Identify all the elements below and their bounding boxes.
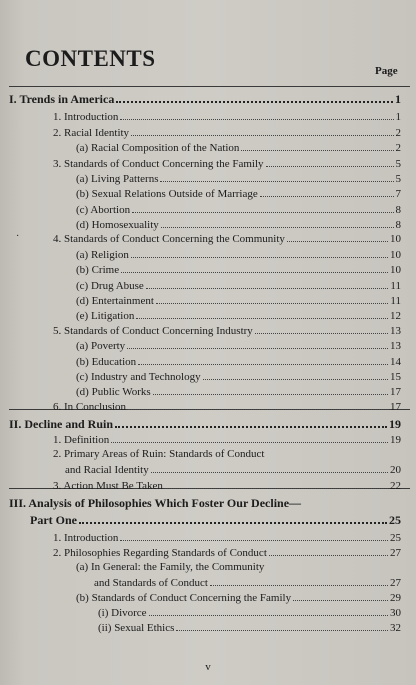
toc-entry[interactable] [98, 621, 401, 635]
toc-entry[interactable] [9, 92, 401, 106]
toc-entry-label: 2. Racial Identity [53, 127, 130, 139]
toc-entry-page: 27 [390, 547, 401, 559]
toc-entry-page: 25 [389, 513, 401, 527]
toc-entry[interactable] [53, 433, 401, 447]
toc-entry[interactable] [76, 385, 401, 399]
toc-entry-page: 19 [390, 434, 401, 446]
leader-dots [136, 309, 388, 319]
toc-entry[interactable] [53, 324, 401, 338]
toc-entry[interactable] [76, 203, 401, 217]
toc-entry-page: 5 [395, 173, 401, 185]
toc-entry[interactable] [76, 141, 401, 155]
leader-dots [120, 110, 393, 120]
toc-entry[interactable] [76, 248, 401, 262]
toc-entry-label: (a) In General: the Family, the Community [76, 561, 265, 573]
toc-entry[interactable] [76, 339, 401, 353]
toc-entry-page: 10 [390, 264, 401, 276]
toc-entry-page: 8 [395, 219, 401, 231]
leader-dots [153, 385, 388, 395]
toc-entry-page: 8 [395, 204, 401, 216]
toc-entry-label: (i) Divorce [98, 607, 147, 619]
leader-dots [120, 531, 388, 541]
toc-entry[interactable] [94, 576, 401, 590]
toc-entry[interactable] [76, 370, 401, 384]
leader-dots [151, 463, 388, 473]
leader-dots [269, 546, 388, 556]
leader-dots [266, 157, 394, 167]
toc-entry-page: 20 [390, 464, 401, 476]
toc-entry[interactable] [65, 463, 401, 477]
toc-entry[interactable] [9, 497, 301, 510]
page-number: v [205, 661, 211, 673]
leader-dots [293, 591, 388, 601]
leader-dots [149, 606, 388, 616]
toc-entry-page: 27 [390, 577, 401, 589]
toc-entry-label: (e) Litigation [76, 310, 135, 322]
toc-entry[interactable] [76, 279, 401, 293]
leader-dots [131, 126, 393, 136]
toc-entry-page: 30 [390, 607, 401, 619]
leader-dots [128, 400, 388, 410]
toc-entry-label: 1. Definition [53, 434, 110, 446]
leader-dots [127, 339, 388, 349]
toc-entry[interactable] [76, 187, 401, 201]
toc-entry-label: (a) Racial Composition of the Nation [76, 142, 240, 154]
leader-dots [160, 172, 393, 182]
toc-entry-page: 11 [390, 280, 401, 292]
toc-entry-page: 13 [390, 325, 401, 337]
toc-entry[interactable] [76, 561, 264, 574]
toc-entry-label: 3. Standards of Conduct Concerning the Family [53, 158, 264, 170]
toc-entry-page: 2 [395, 142, 401, 154]
toc-entry-page: 10 [390, 249, 401, 261]
leader-dots [116, 92, 393, 103]
toc-entry[interactable] [30, 513, 401, 527]
toc-entry[interactable] [76, 355, 401, 369]
leader-dots [115, 417, 387, 428]
toc-entry-label: and Standards of Conduct [94, 577, 208, 589]
toc-entry-page: 29 [390, 592, 401, 604]
leader-dots [287, 232, 388, 242]
leader-dots [176, 621, 388, 631]
toc-entry-label: (a) Religion [76, 249, 129, 261]
toc-entry-label: (c) Abortion [76, 204, 131, 216]
toc-entry-page: 2 [395, 127, 401, 139]
toc-entry[interactable] [53, 546, 401, 560]
toc-entry-page: 25 [390, 532, 401, 544]
toc-entry-label: 2. Philosophies Regarding Standards of Conduct [53, 547, 267, 559]
toc-entry-page: 5 [395, 158, 401, 170]
toc-entry-label: 1. Introduction [53, 111, 119, 123]
toc-entry[interactable] [98, 606, 401, 620]
leader-dots [146, 279, 389, 289]
leader-dots [203, 370, 388, 380]
toc-entry-page: 17 [390, 386, 401, 398]
leader-dots [210, 576, 388, 586]
toc-entry-label: II. Decline and Ruin [9, 417, 114, 431]
leader-dots [131, 248, 388, 258]
toc-entry-page: 11 [390, 295, 401, 307]
toc-entry-page: 14 [390, 356, 401, 368]
toc-entry-page: 7 [395, 188, 401, 200]
toc-entry-page: 32 [390, 622, 401, 634]
toc-entry[interactable] [53, 110, 401, 124]
toc-entry-label: (b) Crime [76, 264, 120, 276]
margin-mark: · [16, 231, 20, 242]
leader-dots [121, 263, 388, 273]
toc-entry-page: 10 [390, 233, 401, 245]
toc-entry[interactable] [76, 591, 401, 605]
toc-entry-label: (d) Public Works [76, 386, 151, 398]
toc-entry-label: (b) Standards of Conduct Concerning the Family [76, 592, 292, 604]
toc-entry-label: 1. Introduction [53, 532, 119, 544]
toc-entry-label: 5. Standards of Conduct Concerning Industry [53, 325, 253, 337]
toc-entry[interactable] [76, 218, 401, 232]
leader-dots [132, 203, 393, 213]
toc-entry-page: 1 [395, 111, 401, 123]
toc-entry-label: (d) Entertainment [76, 295, 154, 307]
toc-entry-label: (a) Living Patterns [76, 173, 159, 185]
leader-dots [138, 355, 388, 365]
toc-entry[interactable] [76, 294, 401, 308]
leader-dots [165, 479, 388, 489]
toc-entry-page: 15 [390, 371, 401, 383]
leader-dots [111, 433, 388, 443]
toc-entry[interactable] [53, 232, 401, 246]
toc-entry-label: and Racial Identity [65, 464, 149, 476]
toc-entry-label: Part One [30, 513, 77, 527]
leader-dots [156, 294, 389, 304]
leader-dots [241, 141, 393, 151]
toc-entry-page: 19 [389, 417, 401, 431]
toc-entry-label: (b) Education [76, 356, 137, 368]
toc-entry-label: (ii) Sexual Ethics [98, 622, 175, 634]
toc-entry-label: 4. Standards of Conduct Concerning the Community [53, 233, 285, 245]
toc-entry-label: (d) Homosexuality [76, 219, 159, 231]
toc-entry-label: III. Analysis of Philosophies Which Foster Our Decline— [9, 496, 302, 510]
toc-entry[interactable] [76, 309, 401, 323]
page-title: CONTENTS [25, 46, 156, 71]
toc-entry-page: 12 [390, 310, 401, 322]
toc-entry[interactable] [9, 417, 401, 431]
toc-entry[interactable] [53, 126, 401, 140]
toc-entry-label: (c) Drug Abuse [76, 280, 144, 292]
toc-entry[interactable] [53, 157, 401, 171]
toc-entry-page: 22 [390, 480, 401, 492]
toc-entry-label: 2. Primary Areas of Ruin: Standards of Conduct [53, 448, 265, 460]
leader-dots [255, 324, 388, 334]
toc-entry-label: (a) Poverty [76, 340, 126, 352]
toc-entry[interactable] [53, 531, 401, 545]
toc-entry-page: 1 [395, 92, 401, 106]
leader-dots [161, 218, 394, 228]
toc-entry[interactable] [76, 172, 401, 186]
toc-entry[interactable] [76, 263, 401, 277]
leader-dots [260, 187, 394, 197]
toc-entry-label: (b) Sexual Relations Outside of Marriage [76, 188, 258, 200]
toc-entry-page: 17 [390, 401, 401, 413]
toc-entry-label: 6. In Conclusion [53, 401, 127, 413]
toc-entry-label: I. Trends in America [9, 92, 115, 106]
toc-entry[interactable] [53, 400, 401, 414]
toc-entry-label: 3. Action Must Be Taken [53, 480, 163, 492]
toc-entry[interactable] [53, 479, 401, 493]
divider [9, 86, 410, 87]
toc-entry-label: (c) Industry and Technology [76, 371, 201, 383]
leader-dots [79, 513, 387, 524]
toc-entry-page: 13 [390, 340, 401, 352]
toc-entry[interactable] [53, 448, 264, 461]
page-column-label: Page [375, 65, 398, 77]
